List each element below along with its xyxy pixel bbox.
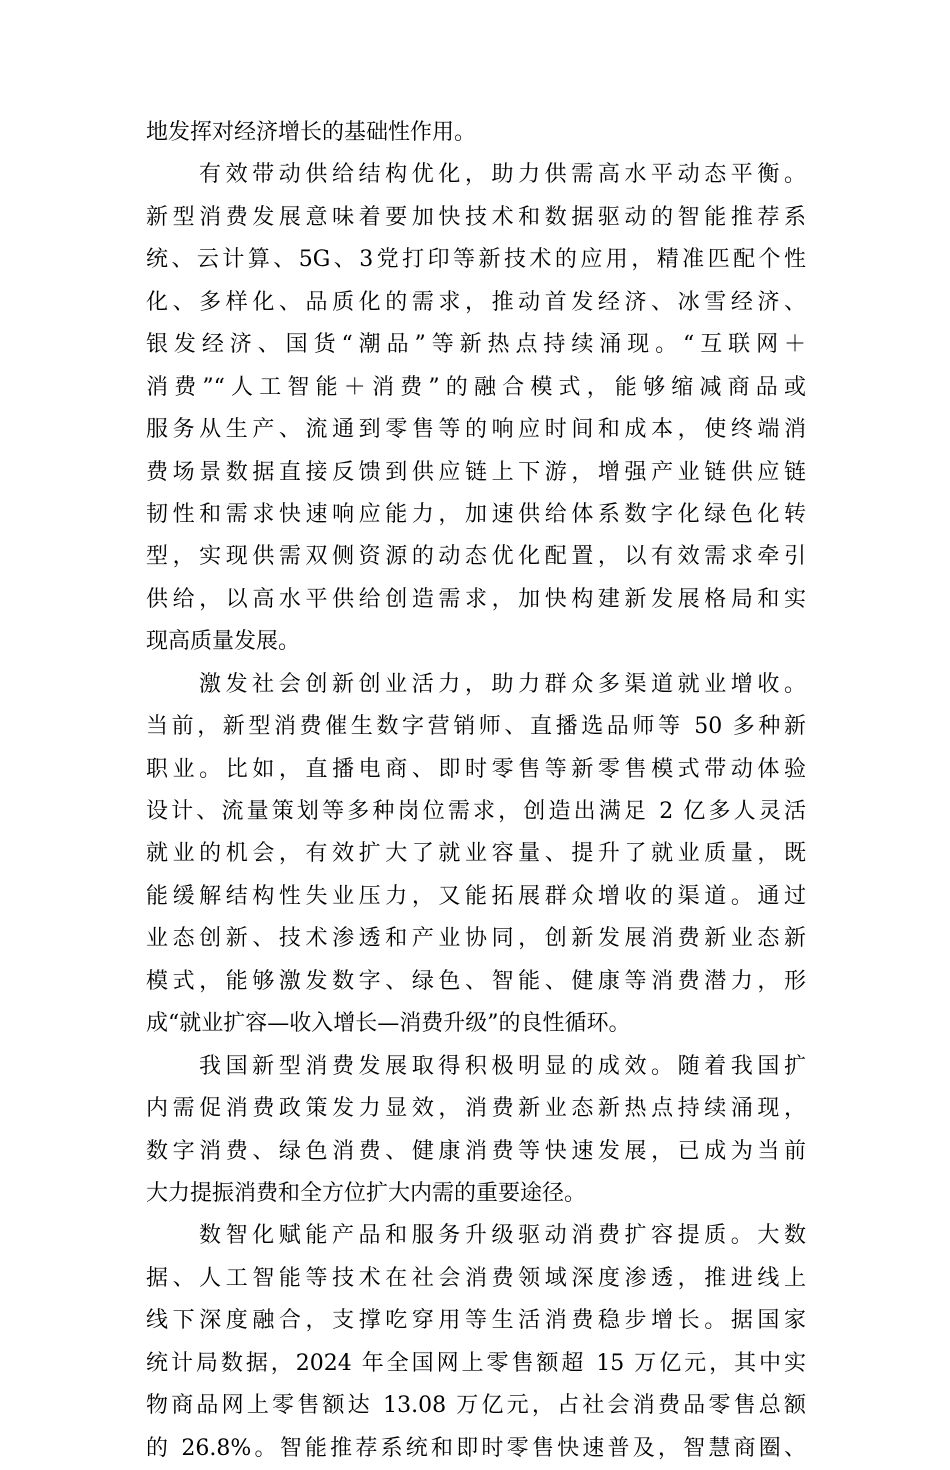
text-line: 化、多样化、品质化的需求，推动首发经济、冰雪经济、 — [146, 289, 806, 315]
text-line: 模式，能够激发数字、绿色、智能、健康等消费潜力，形 — [146, 968, 806, 994]
text-line: 能缓解结构性失业压力，又能拓展群众增收的渠道。通过 — [146, 883, 806, 909]
text-line: 地发挥对经济增长的基础性作用。 — [146, 120, 477, 145]
text-line: 现高质量发展。 — [146, 629, 301, 655]
text-line: 线下深度融合，支撑吃穿用等生活消费稳步增长。据国家 — [146, 1308, 806, 1334]
text-line: 成“就业扩容—收入增长—消费升级”的良性循环。 — [146, 1011, 631, 1037]
text-line: 职业。比如，直播电商、即时零售等新零售模式带动体验 — [146, 756, 806, 782]
text-line: 消费”“人工智能＋消费”的融合模式，能够缩减商品或 — [146, 374, 806, 400]
text-line: 内需促消费政策发力显效，消费新业态新热点持续涌现， — [146, 1096, 806, 1122]
text-line: 我国新型消费发展取得积极明显的成效。随着我国扩 — [199, 1053, 806, 1079]
text-line: 供给，以高水平供给创造需求，加快构建新发展格局和实 — [146, 586, 806, 612]
text-line: 物商品网上零售额达 13.08 万亿元，占社会消费品零售总额 — [146, 1393, 806, 1419]
text-line: 数智化赋能产品和服务升级驱动消费扩容提质。大数 — [199, 1223, 806, 1249]
text-line: 就业的机会，有效扩大了就业容量、提升了就业质量，既 — [146, 841, 806, 867]
text-line: 的 26.8%。智能推荐系统和即时零售快速普及，智慧商圈、 — [146, 1435, 806, 1461]
text-line: 服务从生产、流通到零售等的响应时间和成本，使终端消 — [146, 417, 806, 443]
text-line: 激发社会创新创业活力，助力群众多渠道就业增收。 — [199, 671, 806, 697]
text-line: 统、云计算、5G、3党打印等新技术的应用，精准匹配个性 — [146, 247, 806, 273]
text-line: 据、人工智能等技术在社会消费领域深度渗透，推进线上 — [146, 1265, 806, 1291]
text-line: 设计、流量策划等多种岗位需求，创造出满足 2 亿多人灵活 — [146, 799, 806, 824]
document-body — [146, 112, 806, 1470]
text-line: 有效带动供给结构优化，助力供需高水平动态平衡。 — [199, 162, 806, 188]
text-line: 韧性和需求快速响应能力，加速供给体系数字化绿色化转 — [146, 501, 806, 527]
text-line: 业态创新、技术渗透和产业协同，创新发展消费新业态新 — [146, 926, 806, 952]
text-line: 型，实现供需双侧资源的动态优化配置，以有效需求牵引 — [146, 544, 806, 570]
text-line: 统计局数据，2024 年全国网上零售额超 15 万亿元，其中实 — [146, 1350, 806, 1376]
text-line: 新型消费发展意味着要加快技术和数据驱动的智能推荐系 — [146, 204, 806, 230]
text-line: 当前，新型消费催生数字营销师、直播选品师等 50 多种新 — [146, 714, 806, 740]
text-line: 大力提振消费和全方位扩大内需的重要途径。 — [146, 1180, 587, 1206]
text-line: 数字消费、绿色消费、健康消费等快速发展，已成为当前 — [146, 1138, 806, 1164]
text-line: 费场景数据直接反馈到供应链上下游，增强产业链供应链 — [146, 459, 806, 485]
text-line: 银发经济、国货“潮品”等新热点持续涌现。“互联网＋ — [146, 332, 806, 358]
